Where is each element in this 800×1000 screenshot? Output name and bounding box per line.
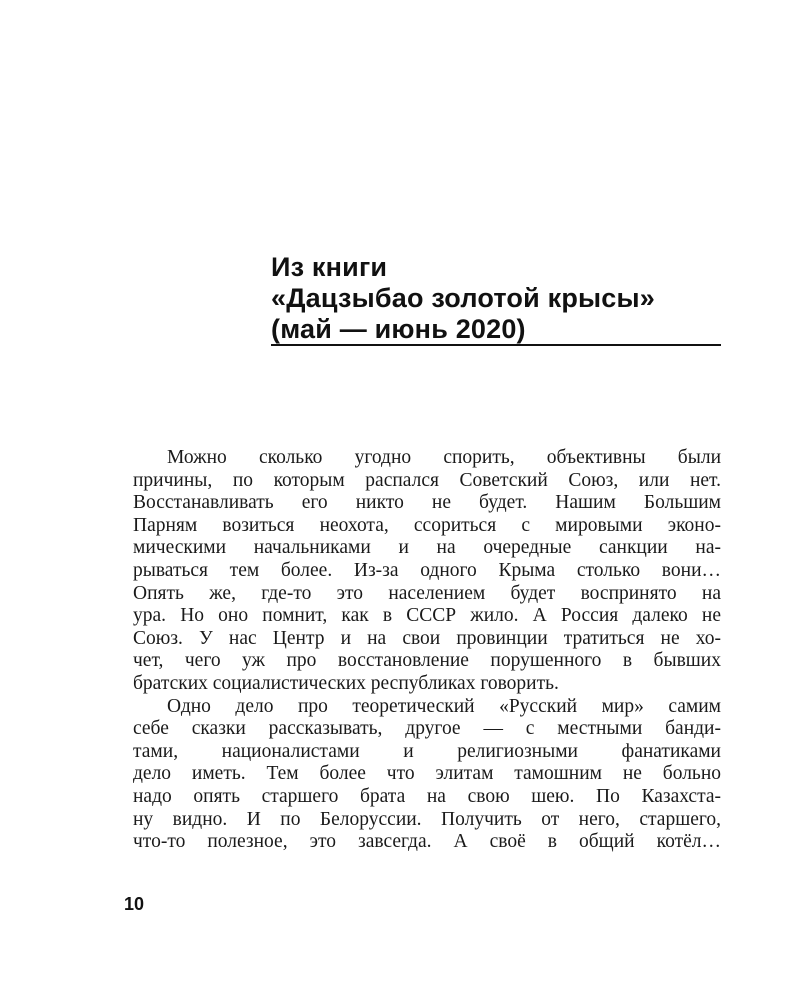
page-number: 10	[124, 894, 145, 914]
paragraph-line: что-то полезное, это завсегда. А своё в общий котёл…	[133, 831, 721, 853]
paragraph-line: Парням возиться неохота, ссориться с мировыми эконо-	[133, 514, 721, 536]
paragraph-line: ура. Но оно помнит, как в СССР жило. А Россия далеко не	[133, 605, 721, 627]
paragraph-line: себе сказки рассказывать, другое — с местными банди-	[133, 718, 721, 740]
paragraph-line: братских социалистических республиках говорить.	[133, 672, 559, 694]
heading-line: Из книги	[271, 252, 388, 282]
paragraph-line: Можно сколько угодно спорить, объективны были	[167, 447, 721, 468]
paragraph-line: причины, по которым распался Советский Союз, или нет.	[133, 469, 721, 491]
heading-line: «Дацзыбао золотой крысы»	[271, 283, 655, 313]
body-text	[133, 447, 721, 854]
paragraph-line: Союз. У нас Центр и на свои провинции тратиться не хо-	[133, 627, 721, 649]
heading-divider	[271, 344, 721, 346]
chapter-heading	[271, 252, 721, 345]
heading-line: (май — июнь 2020)	[271, 314, 526, 344]
paragraph-line: чет, чего уж про восстановление порушенного в бывших	[133, 650, 721, 672]
paragraph-line: дело иметь. Тем более что элитам тамошним не больно	[133, 763, 721, 785]
paragraph-line: Восстанавливать его никто не будет. Нашим Большим	[133, 492, 721, 514]
paragraph-line: Опять же, где-то это населением будет воспринято на	[133, 582, 721, 604]
paragraph-line: Одно дело про теоретический «Русский мир» самим	[167, 695, 721, 717]
paragraph-line: мическими начальниками и на очередные санкции на-	[133, 537, 721, 559]
paragraph-line: ну видно. И по Белоруссии. Получить от него, старшего,	[133, 808, 721, 830]
paragraph-line: рываться тем более. Из-за одного Крыма столько вони…	[133, 559, 721, 581]
paragraph-line: надо опять старшего брата на свою шею. По Казахста-	[133, 785, 721, 807]
paragraph-line: тами, националистами и религиозными фанатиками	[133, 740, 721, 762]
